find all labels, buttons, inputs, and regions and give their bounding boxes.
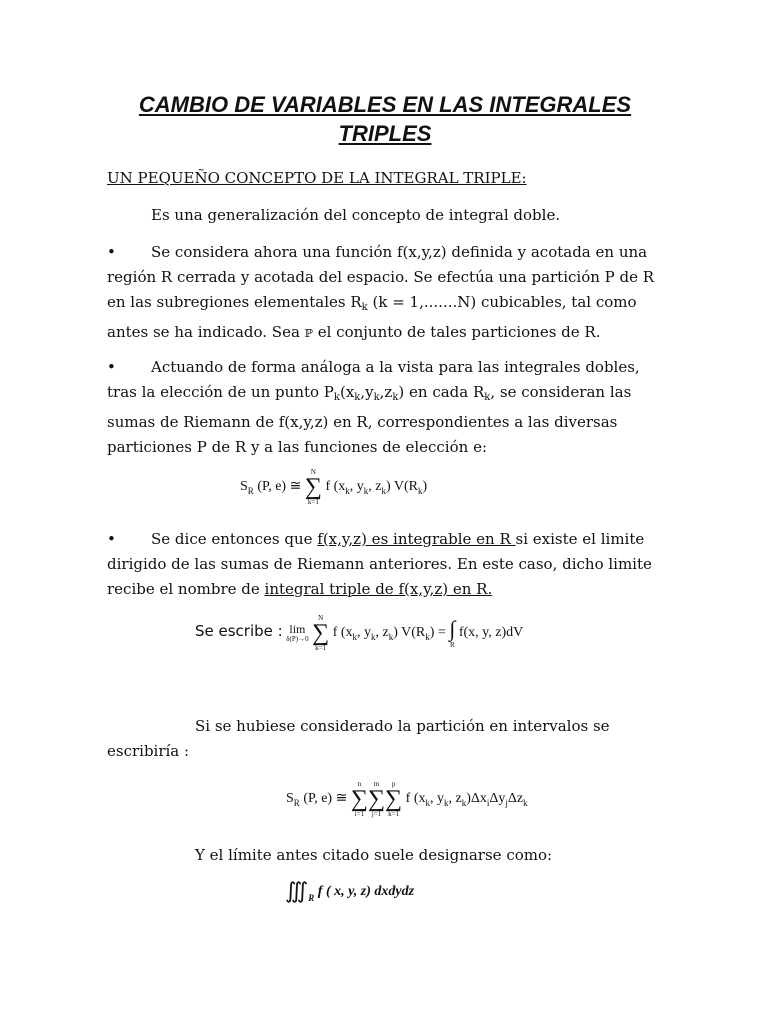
paragraph-4: Si se hubiese considerado la partición en intervalos se escribiría : [107, 717, 610, 760]
summation-symbol: m ∑ j=1 [367, 780, 386, 818]
triple-integral-term: integral triple de f(x,y,z) en R. [264, 580, 493, 598]
summation-symbol: N ∑ k=1 [312, 614, 330, 652]
paragraph-2: • Actuando de forma análoga a la vista para las integrales dobles, tras la elección de un punto $P_k(x_k,y_k,z_k)$ en cada $R_k$, se consideran las sumas de Riemann de f(x,y,z) en R, correspondientes a las diversas particiones P de R y a las funciones de elección e: [107, 355, 662, 460]
paragraph-1: • Se considera ahora una función f(x,y,z) definida y acotada en una región R cerrada y acotada del espacio. Se efectúa una partición P de R en las subregiones elementales $R_k$ (k = 1,.......N) cubicables, tal como antes se ha indicado. Sea ℙ el conjunto de tales particiones de R. [107, 240, 662, 346]
interval-partition-formula: $S_R$ (P, e) ≅ n ∑ i=1 m ∑ j=1 p ∑ k=1 f ($x_k$, $y_k$, $z_k)\Delta x_i\Delta y_j\Delta z_k$ [286, 780, 528, 818]
riemann-sum-formula: $S_R$ (P, e) ≅ N ∑ k=1 f ($x_k$, $y_k$, $z_k$) $V(R_k)$ [240, 468, 428, 506]
bullet-icon: • [107, 243, 116, 261]
limit-formula: Se escribe : lim δ(P)→0 N ∑ k=1 f ($x_k$, $y_k$, $z_k$) $V(R_k)$ = ∫ R f(x, y, z)dV [195, 614, 524, 652]
paragraph-5: Y el límite antes citado suele designarse como: [195, 846, 553, 864]
integral-symbol: ∫ R [449, 616, 456, 649]
integrable-definition: f(x,y,z) es integrable en R [317, 530, 516, 548]
blackboard-p-symbol: ℙ [304, 327, 313, 340]
summation-symbol: p ∑ k=1 [385, 780, 403, 818]
paragraph-3: • Se dice entonces que f(x,y,z) es integrable en R si existe el limite dirigido de las sumas de Riemann anteriores. En este caso, dicho limite recibe el nombre de integral triple de f(x,y,z) en R. [107, 527, 662, 602]
bullet-icon: • [107, 530, 116, 548]
triple-integral-notation: $∭_R$ f ( x, y, z) dxdydz [285, 878, 415, 903]
summation-symbol: n ∑ i=1 [350, 780, 368, 818]
limit-operator: lim δ(P)→0 [286, 621, 309, 643]
intro-paragraph: Es una generalización del concepto de integral doble. [151, 206, 561, 224]
bullet-icon: • [107, 358, 116, 376]
summation-symbol: N ∑ k=1 [304, 468, 322, 506]
triple-integral-symbol: ∭ [285, 878, 309, 903]
section-heading: UN PEQUEÑO CONCEPTO DE LA INTEGRAL TRIPLE: [107, 169, 527, 187]
document-title: CAMBIO DE VARIABLES EN LAS INTEGRALES TRIPLES [138, 92, 632, 146]
